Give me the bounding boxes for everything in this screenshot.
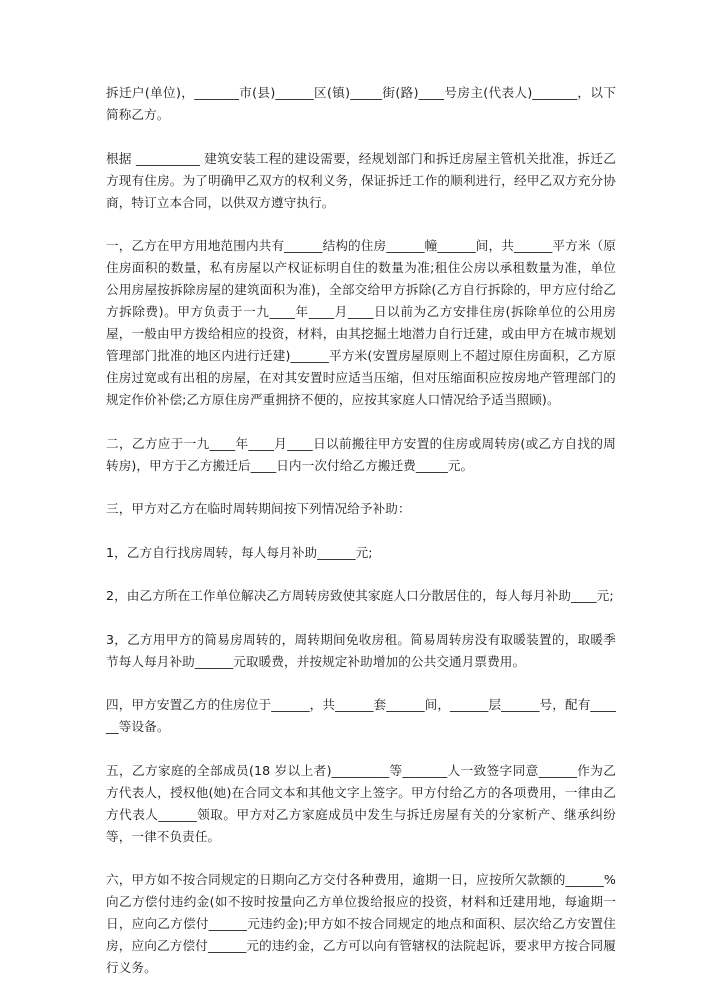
paragraph-clause-1: 一，乙方在甲方用地范围内共有______结构的住房______幢______间，共______平方米（原住房面积的数量，私有房屋以产权证标明自住的数量为准;租住公房以承租数量为准，单位公用房屋按拆除房屋的建筑面积为准)，全部交给甲方拆除(乙方自行拆除的，甲方应付给乙方拆除费)。甲方负责于一九____年____月____日以前为乙方安排住房(拆除单位的公用房屋，一般由甲方拨给相应的投资，材料，由其挖掘土地潜力自行迁建，或由甲方在城市规划管理部门批准的地区内进行迁建)______平方米(安置房屋原则上不超过原住房面积，乙方原住房过宽或有出租的房屋，在对其安置时应适当压缩，但对压缩面积应按房地产管理部门的规定作价补偿;乙方原住房严重拥挤不便的，应按其家庭人口情况给予适当照顾)。 bbox=[106, 238, 616, 407]
paragraph-clause-4: 四，甲方安置乙方的住房位于______，共______套______间，______层______号，配有______等设备。 bbox=[106, 697, 616, 734]
paragraph-clause-2: 二，乙方应于一九____年____月____日以前搬往甲方安置的住房或周转房(或乙方自找的周转房)，甲方于乙方搬迁后____日内一次付给乙方搬迁费_____元。 bbox=[106, 435, 616, 473]
paragraph-clause-3-item-2: 2，由乙方所在工作单位解决乙方周转房致使其家庭人口分散居住的，每人每月补助____元; bbox=[106, 588, 614, 603]
paragraph-preamble: 根据 __________ 建筑安装工程的建设需要，经规划部门和拆迁房屋主管机关批准，拆迁乙方现有住房。为了明确甲乙双方的权利义务，保证拆迁工作的顺利进行，经甲乙双方充分协商，特订立本合同，以供双方遵守执行。 bbox=[106, 150, 616, 210]
paragraph-clause-6: 六，甲方如不按合同规定的日期向乙方交付各种费用，逾期一日，应按所欠款额的______%向乙方偿付违约金(如不按时按量向乙方单位拨给报应的投资，材料和迁建用地，每逾期一日，应向乙方偿付______元违约金);甲方如不按合同规定的地点和面积、层次给乙方安置住房，应向乙方偿付______元的违约金，乙方可以向有管辖权的法院起诉，要求甲方按合同履行义务。 bbox=[106, 872, 616, 975]
paragraph-party-b-info: 拆迁户(单位)，_______市(县)______区(镇)_____街(路)____号房主(代表人)_______，以下简称乙方。 bbox=[106, 85, 616, 122]
paragraph-clause-3-item-3: 3，乙方用甲方的简易房周转的，周转期间免收房租。简易周转房没有取暖装置的，取暖季节每人每月补助______元取暖费，并按规定补助增加的公共交通月票费用。 bbox=[106, 631, 616, 669]
paragraph-clause-3-item-1: 1，乙方自行找房周转，每人每月补助______元; bbox=[106, 544, 373, 560]
document-body bbox=[106, 82, 616, 1001]
paragraph-clause-3: 三，甲方对乙方在临时周转期间按下列情况给予补助： bbox=[106, 501, 411, 516]
paragraph-clause-5: 五，乙方家庭的全部成员(18 岁以上者)_________等_______人一致签字同意______作为乙方代表人，授权他(她)在合同文本和其他文字上签字。甲方付给乙方的各项费用，一律由乙方代表人______领取。甲方对乙方家庭成员中发生与拆迁房屋有关的分家析产、继承纠纷等，一律不负责任。 bbox=[106, 762, 616, 844]
